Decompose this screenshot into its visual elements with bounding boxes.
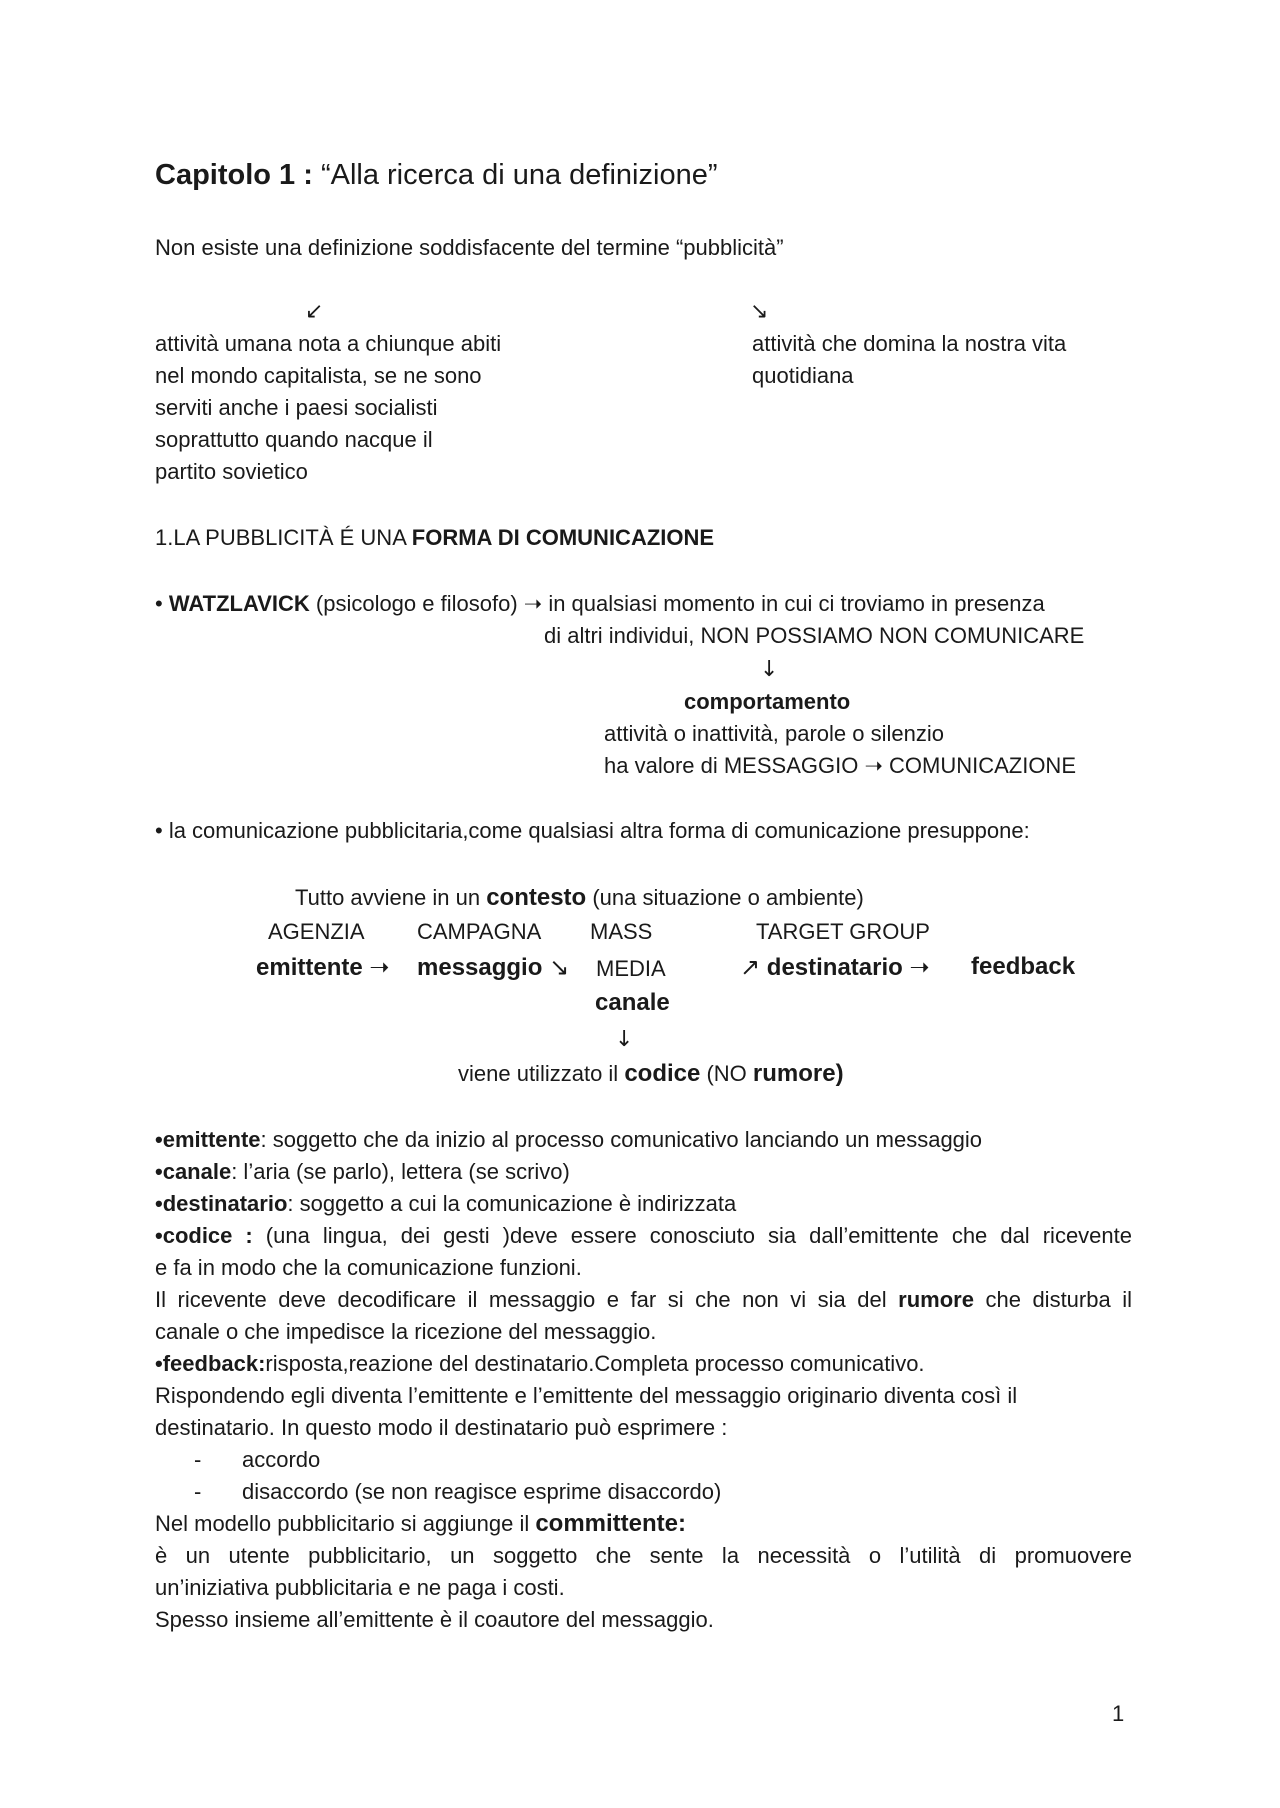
codice-bold: codice — [624, 1060, 701, 1087]
def-canale — [155, 1156, 570, 1188]
node-destinatario — [740, 951, 930, 984]
list-item-text: accordo — [242, 1447, 321, 1472]
watzlavick-rest: in qualsiasi momento in cui ci troviamo in presenza — [542, 591, 1045, 616]
arrow-right-icon: ➝ — [369, 953, 390, 981]
arrow-right-icon: ➝ — [523, 592, 543, 617]
risposta-line-2: destinatario. In questo modo il destinatario può esprimere : — [155, 1415, 728, 1440]
messaggio-text: ha valore di MESSAGGIO — [604, 753, 865, 778]
split-left-line: soprattutto quando nacque il — [155, 427, 433, 452]
def-destinatario — [155, 1188, 736, 1220]
label-media: MEDIA — [596, 956, 666, 981]
split-left-line: serviti anche i paesi socialisti — [155, 395, 438, 420]
committente-bold: committente: — [535, 1510, 687, 1537]
rumore-bold: rumore — [898, 1287, 974, 1312]
arrow-right-icon: ➝ — [909, 953, 930, 981]
context-line — [295, 882, 864, 914]
node-canale: canale — [595, 989, 670, 1016]
emittente-label: emittente — [256, 954, 363, 981]
def-text: risposta,reazione del destinatario.Completa processo comunicativo. — [265, 1351, 925, 1376]
arrow-up-right-icon: ↗ — [740, 953, 761, 981]
def-term: •feedback: — [155, 1351, 266, 1376]
intro-text: Non esiste una definizione soddisfacente del termine “pubblicità” — [155, 235, 784, 260]
comunicazione-text: COMUNICAZIONE — [882, 753, 1076, 778]
arrow-down-icon: ↓ — [615, 1027, 634, 1052]
label-campagna: CAMPAGNA — [417, 919, 542, 944]
ricevente-text-b: che disturba il — [973, 1287, 1132, 1312]
communication-bullet: • la comunicazione pubblicitaria,come qualsiasi altra forma di comunicazione presuppone: — [155, 818, 1030, 843]
section-heading-bold: FORMA DI COMUNICAZIONE — [411, 525, 715, 550]
split-right-column — [752, 328, 1066, 392]
context-bold: contesto — [486, 884, 587, 911]
split-left-line: nel mondo capitalista, se ne sono — [155, 363, 482, 388]
codice-line — [458, 1058, 844, 1090]
def-text: : soggetto a cui la comunicazione è indirizzata — [287, 1191, 737, 1216]
split-right-line: quotidiana — [752, 363, 854, 388]
context-text-b: (una situazione o ambiente) — [586, 885, 864, 910]
watzlavick-paren: (psicologo e filosofo) — [309, 591, 524, 616]
comportamento-line-1: attività o inattività, parole o silenzio — [604, 721, 944, 746]
split-left-line: attività umana nota a chiunque abiti — [155, 331, 502, 356]
def-text: (una lingua, dei gesti )deve essere conosciuto sia dall’emittente che dal ricevente — [252, 1223, 1132, 1248]
ricevente-line-2: canale o che impedisce la ricezione del messaggio. — [155, 1319, 657, 1344]
page-number: 1 — [1112, 1701, 1125, 1726]
watzlavick-line — [155, 588, 1045, 621]
arrow-right-icon: ➝ — [864, 754, 883, 779]
def-codice-line-2: e fa in modo che la comunicazione funzioni. — [155, 1255, 582, 1280]
spesso-line: Spesso insieme all’emittente è il coautore del messaggio. — [155, 1607, 714, 1632]
label-agenzia: AGENZIA — [268, 919, 365, 944]
arrow-down-icon: ↓ — [760, 657, 779, 682]
destinatario-label: destinatario — [766, 954, 903, 981]
def-term: •emittente — [155, 1127, 261, 1152]
arrow-down-right-icon: ↘ — [750, 299, 769, 324]
def-term: •destinatario — [155, 1191, 288, 1216]
def-text: : soggetto che da inizio al processo comunicativo lanciando un messaggio — [260, 1127, 983, 1152]
codice-text-b: (NO — [700, 1061, 753, 1086]
dash-marker: - — [194, 1479, 202, 1504]
node-messaggio — [417, 951, 569, 984]
node-feedback: feedback — [971, 953, 1076, 980]
ricevente-line-1 — [155, 1284, 1132, 1316]
dash-marker: - — [194, 1447, 202, 1472]
def-codice — [155, 1220, 1132, 1252]
list-item — [194, 1476, 721, 1508]
messaggio-label: messaggio — [417, 954, 543, 981]
def-text: : l’aria (se parlo), lettera (se scrivo) — [231, 1159, 570, 1184]
label-target-group: TARGET GROUP — [756, 919, 930, 944]
split-right-line: attività che domina la nostra vita — [752, 331, 1067, 356]
comportamento-label: comportamento — [684, 689, 851, 714]
codice-text-a: viene utilizzato il — [458, 1061, 625, 1086]
risposta-line-1: Rispondendo egli diventa l’emittente e l’emittente del messaggio originario diventa così il — [155, 1383, 1018, 1408]
page-title — [155, 155, 717, 195]
def-term: •codice : — [155, 1223, 253, 1248]
split-left-line: partito sovietico — [155, 459, 308, 484]
def-feedback — [155, 1348, 925, 1380]
modello-text: Nel modello pubblicitario si aggiunge il — [155, 1511, 536, 1536]
split-left-column — [155, 328, 501, 488]
watzlavick-line-2: di altri individui, NON POSSIAMO NON COMUNICARE — [544, 623, 1085, 648]
comportamento-line-2 — [604, 750, 1076, 783]
def-term: •canale — [155, 1159, 232, 1184]
node-emittente — [256, 951, 389, 984]
bullet: • — [155, 591, 163, 616]
watzlavick-name: WATZLAVICK — [168, 591, 310, 616]
ricevente-text-a: Il ricevente deve decodificare il messaggio e far si che non vi sia del — [155, 1287, 899, 1312]
def-emittente — [155, 1124, 982, 1156]
section-heading-prefix: 1.LA PUBBLICITÀ É UNA — [155, 525, 412, 550]
list-item-text: disaccordo (se non reagisce esprime disaccordo) — [242, 1479, 722, 1504]
arrow-down-left-icon: ↙ — [305, 299, 324, 324]
section-heading — [155, 522, 714, 554]
title-prefix: Capitolo 1 : — [155, 159, 313, 191]
utente-line-2: un’iniziativa pubblicitaria e ne paga i costi. — [155, 1575, 565, 1600]
context-text-a: Tutto avviene in un — [295, 885, 487, 910]
label-mass: MASS — [590, 919, 653, 944]
utente-line-1: è un utente pubblicitario, un soggetto che sente la necessità o l’utilità di promuovere — [155, 1543, 1132, 1568]
arrow-down-right-icon: ↘ — [549, 953, 570, 981]
list-item — [194, 1444, 320, 1476]
title-quote: “Alla ricerca di una definizione” — [320, 159, 718, 191]
rumore-bold: rumore) — [752, 1060, 844, 1087]
modello-line — [155, 1508, 686, 1540]
